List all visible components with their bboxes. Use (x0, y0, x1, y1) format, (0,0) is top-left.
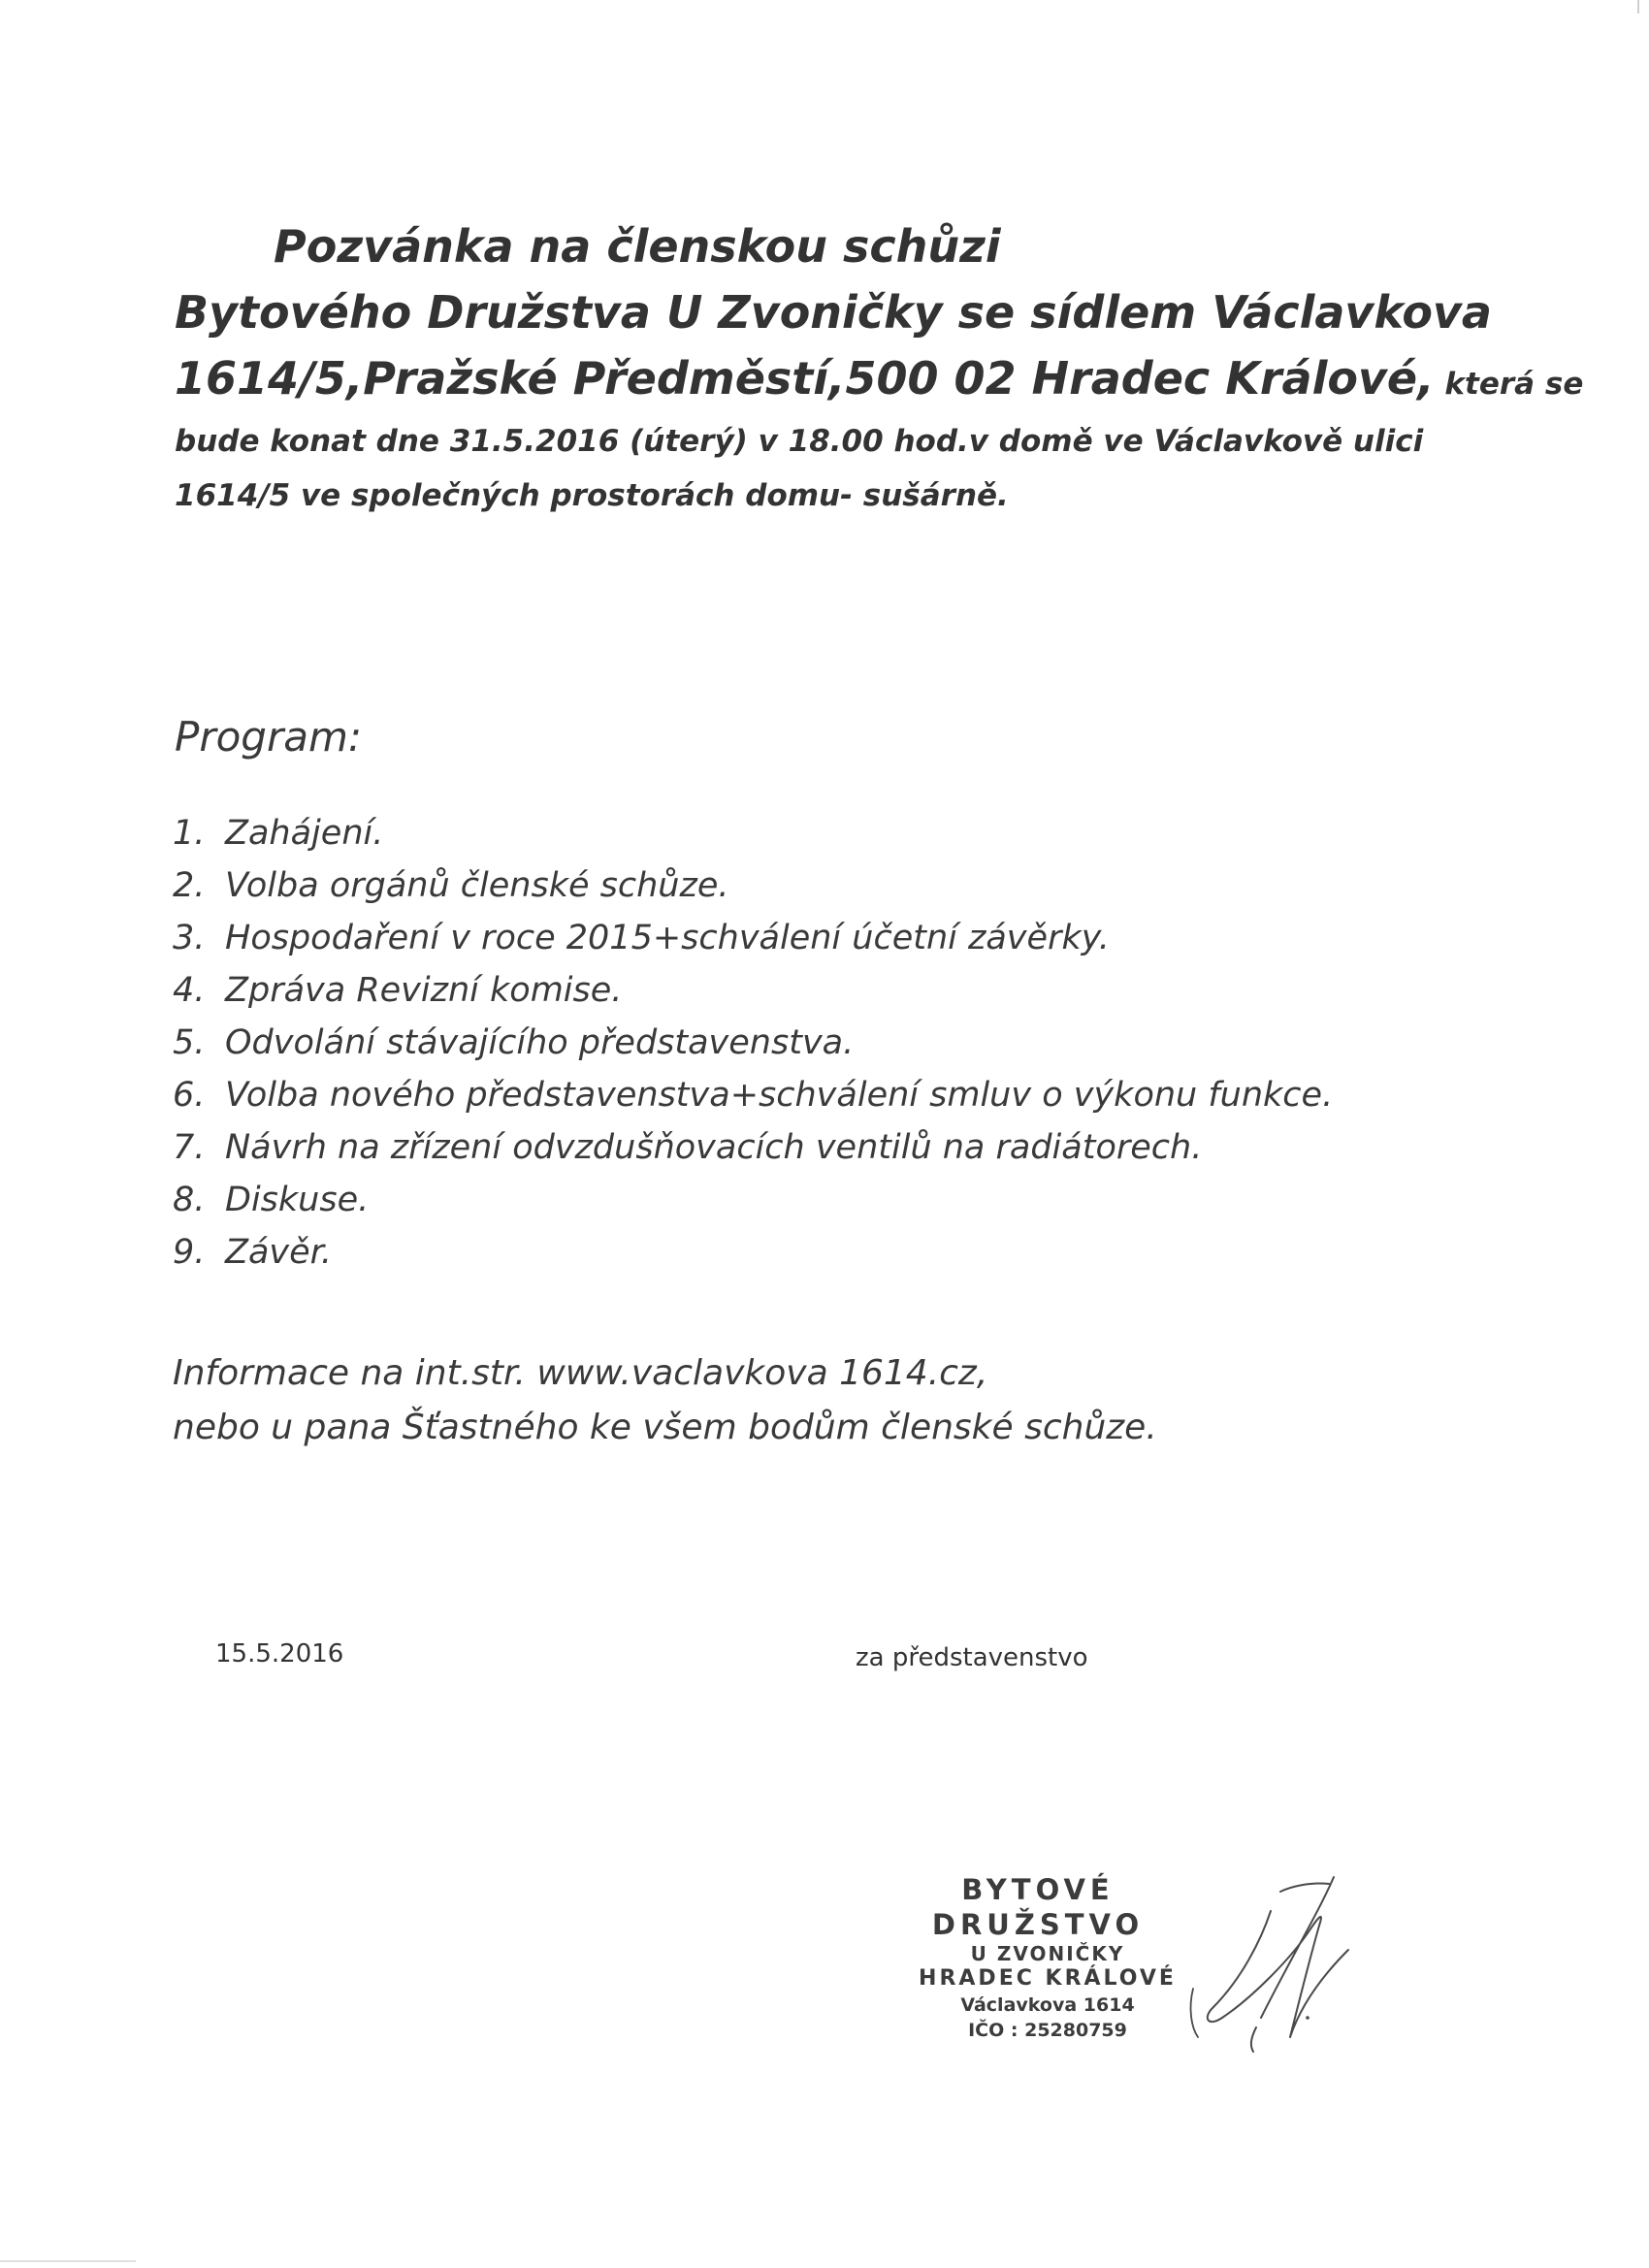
item-text: Závěr. (225, 1233, 332, 1272)
heading-line-3-small: která se (1434, 367, 1584, 402)
item-number: 1. (173, 814, 206, 853)
document-date: 15.5.2016 (215, 1639, 344, 1669)
scan-edge-mark (0, 2260, 136, 2262)
list-item (173, 807, 1434, 859)
list-item (173, 1174, 1434, 1226)
list-item (173, 1069, 1434, 1121)
list-item (173, 859, 1434, 912)
item-text: Odvolání stávajícího představenstva. (225, 1023, 855, 1062)
item-text: Volba nového představenstva+schválení smluv o výkonu funkce. (225, 1076, 1334, 1115)
cooperative-stamp (854, 1872, 1203, 2043)
list-item (173, 1121, 1434, 1174)
stamp-line-1: BYTOVÉ DRUŽSTVO (931, 1873, 1145, 1941)
heading-title: Pozvánka na členskou schůzi (274, 220, 1001, 273)
item-text: Diskuse. (225, 1181, 370, 1219)
item-number: 6. (173, 1076, 206, 1115)
stamp-line-5: IČO : 25280759 (968, 2020, 1127, 2041)
stamp-line-4: Václavkova 1614 (960, 1994, 1135, 2016)
item-number: 4. (173, 971, 206, 1010)
item-number: 2. (173, 866, 206, 905)
item-number: 8. (173, 1181, 206, 1219)
stamp-line-3: HRADEC KRÁLOVÉ (919, 1966, 1177, 1991)
program-title: Program: (175, 713, 363, 761)
program-list (173, 807, 1434, 1279)
list-item (173, 1017, 1434, 1069)
item-text: Zahájení. (225, 814, 384, 853)
item-number: 9. (173, 1233, 206, 1272)
list-item (173, 912, 1434, 964)
info-line-1: Informace na int.str. www.vaclavkova 1614.cz, (173, 1353, 988, 1393)
list-item (173, 964, 1434, 1017)
heading-line-3 (175, 352, 1583, 405)
stamp-line-2: U ZVONIČKY (970, 1942, 1125, 1965)
item-text: Volba orgánů členské schůze. (225, 866, 729, 905)
list-item (173, 1226, 1434, 1279)
heading-line-5: 1614/5 ve společných prostorách domu- sušárně. (175, 478, 1009, 513)
heading-line-3-main: 1614/5,Pražské Předměstí,500 02 Hradec Králové, (175, 352, 1435, 405)
signed-for-label: za představenstvo (856, 1643, 1088, 1672)
item-number: 7. (173, 1128, 206, 1167)
heading-line-4: bude konat dne 31.5.2016 (úterý) v 18.00 hod.v domě ve Václavkově ulici (175, 424, 1424, 459)
signature-image (1164, 1872, 1377, 2057)
item-text: Zpráva Revizní komise. (225, 971, 623, 1010)
item-number: 5. (173, 1023, 206, 1062)
scan-edge-mark (1637, 0, 1639, 14)
item-text: Návrh na zřízení odvzdušňovacích ventilů na radiátorech. (225, 1128, 1203, 1167)
item-text: Hospodaření v roce 2015+schválení účetní závěrky. (225, 919, 1110, 957)
info-block (173, 1346, 1157, 1455)
item-number: 3. (173, 919, 206, 957)
heading-line-2: Bytového Družstva U Zvoničky se sídlem Václavkova (175, 286, 1492, 339)
info-line-2: nebo u pana Šťastného ke všem bodům členské schůze. (173, 1408, 1157, 1447)
